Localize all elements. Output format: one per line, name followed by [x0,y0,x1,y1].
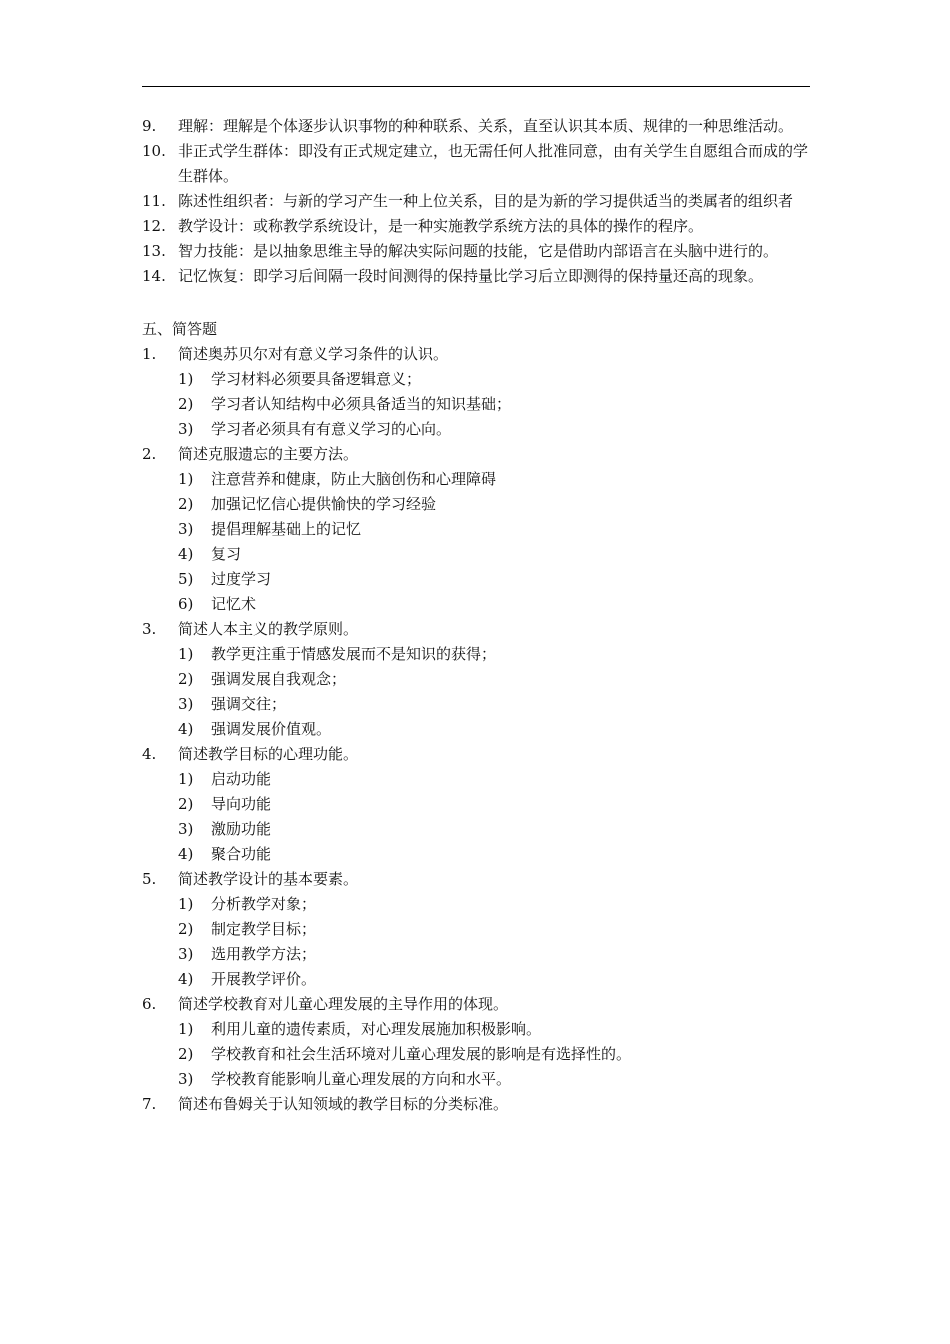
answer-item [142,367,810,392]
answer-number: 4) [178,545,194,563]
answer-text: 强调发展自我观念； [211,670,347,688]
answer-item [142,792,810,817]
question-item [142,742,810,767]
answer-number: 2) [178,670,194,688]
term-text: 教学设计：或称教学系统设计，是一种实施教学系统方法的具体的操作的程序。 [178,217,704,235]
term-item [142,189,810,214]
term-list [142,114,810,289]
answer-item [142,517,810,542]
answer-item [142,392,810,417]
term-text: 非正式学生群体：即没有正式规定建立，也无需任何人批准同意，由有关学生自愿组合而成的学生群体。 [178,142,809,185]
section-title: 五、简答题 [142,320,218,338]
answer-item [142,967,810,992]
answer-text: 启动功能 [211,770,272,788]
answer-item [142,417,810,442]
term-number: 9. [142,117,157,135]
question-text: 简述教学设计的基本要素。 [178,870,359,888]
term-number: 13. [142,242,166,260]
question-text: 简述学校教育对儿童心理发展的主导作用的体现。 [178,995,509,1013]
answer-number: 1) [178,645,194,663]
question-text: 简述奥苏贝尔对有意义学习条件的认识。 [178,345,449,363]
question-text: 简述克服遗忘的主要方法。 [178,445,359,463]
answer-item [142,717,810,742]
answer-text: 学习者认知结构中必须具备适当的知识基础； [211,395,512,413]
answer-text: 强调交往； [211,695,287,713]
term-item [142,114,810,139]
term-text: 理解：理解是个体逐步认识事物的种种联系、关系，直至认识其本质、规律的一种思维活动。 [178,117,794,135]
answer-number: 2) [178,920,194,938]
answer-item [142,842,810,867]
term-item [142,139,810,189]
answer-number: 1) [178,770,194,788]
answer-item [142,567,810,592]
term-item [142,239,810,264]
question-item [142,992,810,1017]
question-number: 7. [142,1095,157,1113]
question-number: 1. [142,345,157,363]
question-text: 简述人本主义的教学原则。 [178,620,359,638]
answer-text: 开展教学评价。 [211,970,317,988]
answer-text: 强调发展价值观。 [211,720,332,738]
term-item [142,264,810,289]
answer-number: 4) [178,970,194,988]
answer-text: 教学更注重于情感发展而不是知识的获得； [211,645,497,663]
answer-item [142,542,810,567]
term-number: 14. [142,267,166,285]
answer-item [142,767,810,792]
header-rule [142,86,810,87]
term-text: 记忆恢复：即学习后间隔一段时间测得的保持量比学习后立即测得的保持量还高的现象。 [178,267,764,285]
term-number: 12. [142,217,166,235]
answer-item [142,492,810,517]
answer-text: 过度学习 [211,570,272,588]
question-number: 3. [142,620,157,638]
term-text: 智力技能：是以抽象思维主导的解决实际问题的技能，它是借助内部语言在头脑中进行的。 [178,242,779,260]
answer-item [142,642,810,667]
answer-text: 学校教育能影响儿童心理发展的方向和水平。 [211,1070,512,1088]
answer-text: 加强记忆信心提供愉快的学习经验 [211,495,437,513]
answer-item [142,892,810,917]
answer-item [142,1017,810,1042]
answer-text: 分析教学对象； [211,895,317,913]
question-item [142,617,810,642]
answer-text: 激励功能 [211,820,272,838]
answer-number: 2) [178,1045,194,1063]
answer-item [142,467,810,492]
answer-number: 3) [178,945,194,963]
term-text: 陈述性组织者：与新的学习产生一种上位关系，目的是为新的学习提供适当的类属者的组织者 [178,192,794,210]
answer-number: 2) [178,395,194,413]
question-text: 简述教学目标的心理功能。 [178,745,359,763]
answer-text: 学校教育和社会生活环境对儿童心理发展的影响是有选择性的。 [211,1045,632,1063]
answer-text: 注意营养和健康，防止大脑创伤和心理障碍 [211,470,497,488]
answer-number: 5) [178,570,194,588]
question-item [142,342,810,367]
answer-text: 利用儿童的遗传素质，对心理发展施加积极影响。 [211,1020,542,1038]
answer-number: 2) [178,495,194,513]
answer-number: 1) [178,895,194,913]
answer-text: 提倡理解基础上的记忆 [211,520,362,538]
answer-number: 1) [178,470,194,488]
answer-item [142,1067,810,1092]
question-number: 2. [142,445,157,463]
answer-number: 3) [178,520,194,538]
answer-text: 记忆术 [211,595,257,613]
answer-text: 选用教学方法； [211,945,317,963]
answer-item [142,917,810,942]
question-number: 6. [142,995,157,1013]
answer-item [142,667,810,692]
answer-item [142,942,810,967]
question-item [142,1092,810,1117]
answer-item [142,817,810,842]
answer-number: 6) [178,595,194,613]
question-list [142,342,810,1117]
page-content [142,114,810,1117]
answer-item [142,1042,810,1067]
answer-number: 3) [178,420,194,438]
answer-number: 3) [178,695,194,713]
answer-number: 4) [178,720,194,738]
question-number: 4. [142,745,157,763]
answer-number: 1) [178,370,194,388]
question-item [142,867,810,892]
answer-text: 导向功能 [211,795,272,813]
answer-text: 制定教学目标； [211,920,317,938]
term-item [142,214,810,239]
question-item [142,442,810,467]
term-number: 11. [142,192,166,210]
answer-number: 3) [178,1070,194,1088]
answer-number: 4) [178,845,194,863]
question-text: 简述布鲁姆关于认知领域的教学目标的分类标准。 [178,1095,509,1113]
answer-item [142,692,810,717]
answer-text: 学习材料必须要具备逻辑意义； [211,370,422,388]
section-gap [142,289,810,317]
answer-number: 3) [178,820,194,838]
answer-number: 2) [178,795,194,813]
answer-text: 学习者必须具有有意义学习的心向。 [211,420,452,438]
answer-text: 聚合功能 [211,845,272,863]
question-number: 5. [142,870,157,888]
term-number: 10. [142,142,166,160]
answer-item [142,592,810,617]
answer-text: 复习 [211,545,242,563]
answer-number: 1) [178,1020,194,1038]
